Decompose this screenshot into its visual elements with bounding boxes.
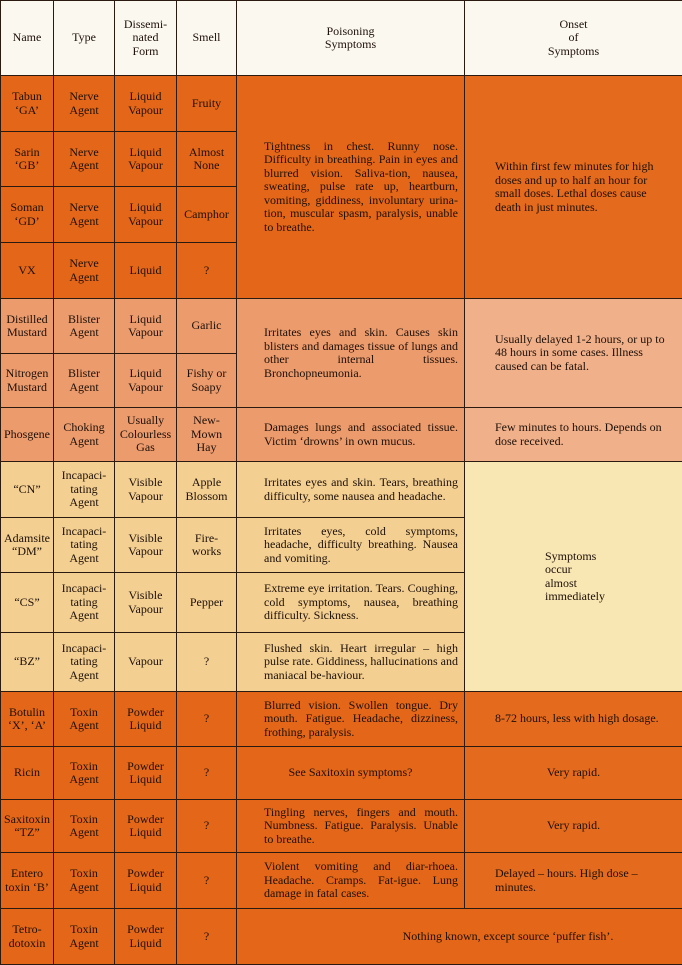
table-row [1, 76, 682, 132]
table-row [1, 408, 682, 462]
agent-form: Visible Vapour [115, 462, 177, 518]
table-row [1, 299, 682, 354]
header-form: Dissemi- nated Form [115, 1, 177, 76]
table-row [1, 692, 682, 747]
agent-type: Incapaci- tating Agent [54, 573, 115, 633]
agent-smell: Camphor [177, 187, 237, 243]
symptoms-entero: Violent vomiting and diar-rhoea. Headache. Cramps. Fat-igue. Lung damage in fatal cases. [237, 853, 465, 909]
header-type: Type [54, 1, 115, 76]
onset-botulin: 8-72 hours, less with high dosage. [465, 692, 682, 747]
agent-smell: ? [177, 633, 237, 692]
agent-type: Incapaci- tating Agent [54, 518, 115, 573]
agent-form: Liquid Vapour [115, 299, 177, 354]
agent-name: “CN” [1, 462, 54, 518]
table-row [1, 909, 682, 965]
agent-type: Choking Agent [54, 408, 115, 462]
agent-form: Visible Vapour [115, 573, 177, 633]
onset-phosgene: Few minutes to hours. Depends on dose received. [465, 408, 682, 462]
symptoms-cs: Extreme eye irritation. Tears. Coughing, cold symptoms, nausea, breathing difficulty. Sickness. [237, 573, 465, 633]
agent-name: Tetro- dotoxin [1, 909, 54, 965]
symptoms-blister: Irritates eyes and skin. Causes skin blisters and damages tissue of lungs and other internal tissues. Bronchopneumonia. [237, 299, 465, 408]
agent-smell: Garlic [177, 299, 237, 354]
agent-name: Adamsite “DM” [1, 518, 54, 573]
agent-name: “CS” [1, 573, 54, 633]
header-onset: Onset of Symptoms [465, 1, 682, 76]
agent-name: Saxitoxin “TZ” [1, 800, 54, 853]
agent-form: Liquid [115, 243, 177, 299]
agent-name: Nitrogen Mustard [1, 354, 54, 408]
symptoms-nerve: Tightness in chest. Runny nose. Difficulty in breathing. Pain in eyes and blurred vision. Saliva-tion, nausea, sweating, pulse rate up, heartburn, vomiting, giddiness, involuntary urina-tion, muscular spasm, paralysis, unable to breathe. [237, 76, 465, 299]
agent-name: Soman ‘GD’ [1, 187, 54, 243]
onset-saxitoxin: Very rapid. [465, 800, 682, 853]
onset-entero: Delayed – hours. High dose – minutes. [465, 853, 682, 909]
agent-name: Ricin [1, 747, 54, 800]
agent-type: Toxin Agent [54, 747, 115, 800]
agent-form: Liquid Vapour [115, 187, 177, 243]
agent-smell: Almost None [177, 132, 237, 187]
agent-smell: New- Mown Hay [177, 408, 237, 462]
agent-name: “BZ” [1, 633, 54, 692]
agent-type: Nerve Agent [54, 187, 115, 243]
agent-smell: Fire- works [177, 518, 237, 573]
header-row [1, 1, 682, 76]
agent-type: Nerve Agent [54, 76, 115, 132]
onset-incapacitating: Symptoms occur almost immediately [465, 462, 682, 692]
agent-name: Distilled Mustard [1, 299, 54, 354]
symptoms-ricin: See Saxitoxin symptoms? [237, 747, 465, 800]
agent-form: Powder Liquid [115, 909, 177, 965]
agent-form: Visible Vapour [115, 518, 177, 573]
agent-name: Sarin ‘GB’ [1, 132, 54, 187]
agent-name: Tabun ‘GA’ [1, 76, 54, 132]
agent-type: Nerve Agent [54, 132, 115, 187]
agent-form: Powder Liquid [115, 747, 177, 800]
agent-name: Phosgene [1, 408, 54, 462]
agent-smell: ? [177, 692, 237, 747]
symptoms-dm: Irritates eyes, cold symptoms, headache, difficulty breathing. Nausea and vomiting. [237, 518, 465, 573]
agent-name: Entero toxin ‘B’ [1, 853, 54, 909]
table-row [1, 853, 682, 909]
agent-smell: ? [177, 909, 237, 965]
header-smell: Smell [177, 1, 237, 76]
agent-type: Blister Agent [54, 354, 115, 408]
agent-form: Liquid Vapour [115, 132, 177, 187]
agent-type: Toxin Agent [54, 692, 115, 747]
agent-form: Powder Liquid [115, 853, 177, 909]
agent-form: Vapour [115, 633, 177, 692]
symptoms-cn: Irritates eyes and skin. Tears, breathing difficulty, some nausea and headache. [237, 462, 465, 518]
table-row [1, 800, 682, 853]
agent-type: Toxin Agent [54, 909, 115, 965]
agent-type: Incapaci- tating Agent [54, 462, 115, 518]
symptoms-phosgene: Damages lungs and associated tissue. Victim ‘drowns’ in own mucus. [237, 408, 465, 462]
agent-form: Liquid Vapour [115, 354, 177, 408]
table-row [1, 462, 682, 518]
agent-form: Powder Liquid [115, 692, 177, 747]
agent-type: Incapaci- tating Agent [54, 633, 115, 692]
symptoms-bz: Flushed skin. Heart irregular – high pulse rate. Giddiness, hallucinations and maniacal be-haviour. [237, 633, 465, 692]
agent-smell: Fruity [177, 76, 237, 132]
table-row [1, 747, 682, 800]
agent-type: Nerve Agent [54, 243, 115, 299]
agent-form: Powder Liquid [115, 800, 177, 853]
agent-smell: ? [177, 243, 237, 299]
agent-smell: ? [177, 853, 237, 909]
agent-type: Toxin Agent [54, 800, 115, 853]
agent-smell: ? [177, 747, 237, 800]
agent-form: Usually Colourless Gas [115, 408, 177, 462]
agent-type: Blister Agent [54, 299, 115, 354]
agent-smell: Fishy or Soapy [177, 354, 237, 408]
agent-smell: ? [177, 800, 237, 853]
header-name: Name [1, 1, 54, 76]
onset-ricin: Very rapid. [465, 747, 682, 800]
onset-blister: Usually delayed 1-2 hours, or up to 48 hours in some cases. Illness caused can be fatal. [465, 299, 682, 408]
header-symptoms: Poisoning Symptoms [237, 1, 465, 76]
symptoms-saxitoxin: Tingling nerves, fingers and mouth. Numbness. Fatigue. Paralysis. Unable to breathe. [237, 800, 465, 853]
agent-smell: Apple Blossom [177, 462, 237, 518]
symptoms-botulin: Blurred vision. Swollen tongue. Dry mouth. Fatigue. Headache, dizziness, frothing, paralysis. [237, 692, 465, 747]
agent-form: Liquid Vapour [115, 76, 177, 132]
agent-name: VX [1, 243, 54, 299]
onset-nerve: Within first few minutes for high doses and up to half an hour for small doses. Lethal doses cause death in just minutes. [465, 76, 682, 299]
agent-name: Botulin ‘X’, ‘A’ [1, 692, 54, 747]
symptoms-tetrodotoxin: Nothing known, except source ‘puffer fish’. [237, 909, 682, 965]
agent-smell: Pepper [177, 573, 237, 633]
agent-type: Toxin Agent [54, 853, 115, 909]
